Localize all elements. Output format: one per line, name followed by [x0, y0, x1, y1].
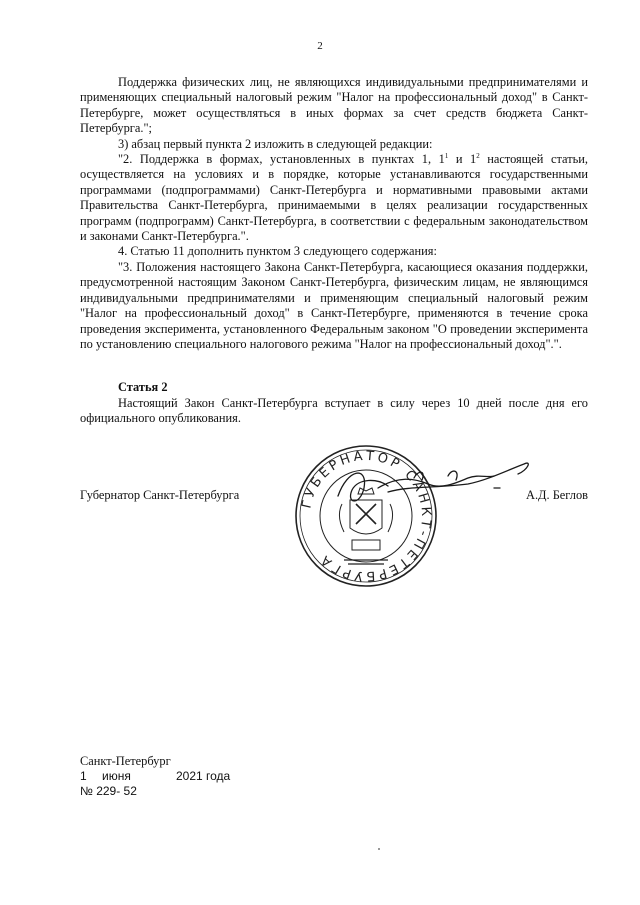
footer-month: июня	[102, 769, 131, 783]
paragraph-point-2: "2. Поддержка в формах, установленных в пунктах 1, $1^1$ и $1^2$ настоящей статьи, осуществляется на условиях и в порядке, которые устанавливаются государственными программами (подпрограммами) Санкт-Петербурга и нормативными правовыми актами Правительства Санкт-Петербурга, принимаемыми в целях реализации государственных программ (подпрограмм) Санкт-Петербурга, в соответствии с федеральным законодательством и законами Санкт-Петербурга.".	[80, 151, 588, 244]
article-heading: Статья 2	[118, 380, 168, 394]
superscript-2: 2	[476, 151, 480, 160]
paragraph-item-3: 3) абзац первый пункта 2 изложить в следующей редакции:	[118, 136, 433, 151]
superscript-1: 1	[444, 151, 449, 160]
paragraph-point-3: "3. Положения настоящего Закона Санкт-Петербурга, касающиеся оказания поддержки, предусмотренной настоящим Законом Санкт-Петербурга, физическим лицам, не являющимся индивидуальными предпринимателями и применяющим специальный налоговый режим "Налог на профессиональный доход" в Санкт-Петербурге, применяются в течение срока проведения эксперимента, установленного Федеральным законом "О проведении эксперимента по установлению специального налогового режима "Налог на профессиональный доход".".	[80, 259, 588, 351]
article-text	[80, 396, 588, 427]
svg-text:ГУБЕРНАТОР САНКТ-ПЕТЕРБУРГА: ГУБЕРНАТОР САНКТ-ПЕТЕРБУРГА	[299, 448, 434, 584]
governor-name: А.Д. Беглов	[526, 488, 588, 502]
footer-date	[80, 769, 230, 784]
footer-city: Санкт-Петербург	[80, 754, 171, 768]
article-paragraph: Настоящий Закон Санкт-Петербурга вступает в силу через 10 дней после дня его официального опубликования.	[80, 396, 588, 426]
footer-day: 1	[80, 769, 87, 783]
page-number: 2	[317, 40, 323, 52]
footer-year: 2021 года	[176, 769, 231, 783]
paragraph-item-4: 4. Статью 11 дополнить пунктом 3 следующего содержания:	[118, 244, 437, 259]
footer-number: № 229- 52	[80, 784, 137, 798]
scan-speck	[378, 848, 380, 850]
amendment-text	[80, 75, 588, 352]
handwritten-signature	[318, 448, 538, 520]
paragraph-support-forms: Поддержка физических лиц, не являющихся индивидуальными предпринимателями и применяющих специальный налоговый режим "Налог на профессиональный доход" в Санкт-Петербурге, может осуществляться в иных формах за счет средств бюджета Санкт-Петербурга.";	[80, 75, 588, 136]
governor-title: Губернатор Санкт-Петербурга	[80, 488, 240, 502]
